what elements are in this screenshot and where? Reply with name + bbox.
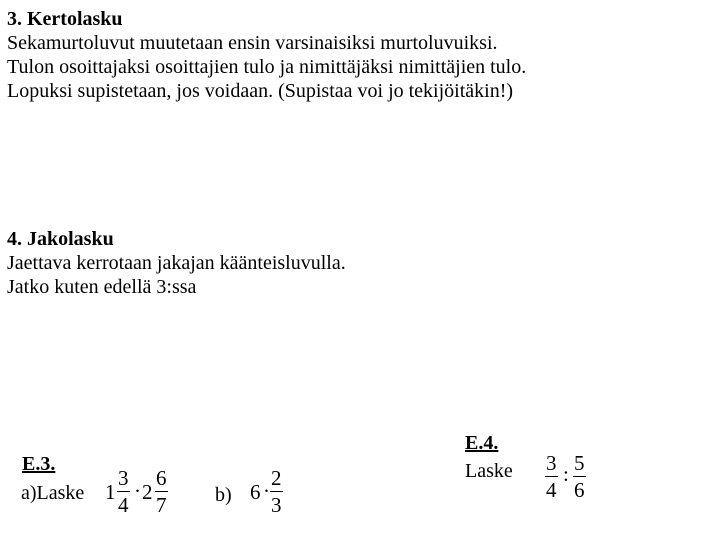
multiply-operator: · (134, 479, 141, 503)
numerator: 6 (156, 466, 167, 490)
numerator: 3 (118, 466, 129, 490)
section-line: Jatko kuten edellä 3:ssa (7, 276, 197, 298)
section-line: Sekamurtoluvut muutetaan ensin varsinaisiksi murtoluvuiksi. (7, 32, 498, 54)
whole-number: 6 (250, 480, 261, 504)
section-line: Tulon osoittajaksi osoittajien tulo ja nimittäjäksi nimittäjien tulo. (7, 56, 527, 78)
exercise-3-heading: E.3. (22, 453, 56, 475)
mixed-whole-number: 2 (142, 480, 153, 504)
denominator: 6 (574, 478, 585, 502)
exercise-3b-label: b) (215, 484, 232, 506)
section-title: 3. Kertolasku (7, 8, 123, 30)
denominator: 3 (271, 493, 282, 517)
denominator: 7 (156, 493, 167, 517)
section-line: Lopuksi supistetaan, jos voidaan. (Supistaa voi jo tekijöitäkin!) (7, 80, 514, 102)
mixed-whole-number: 1 (105, 480, 116, 504)
section-title: 4. Jakolasku (7, 228, 114, 250)
exercise-4-label: Laske (465, 460, 513, 482)
denominator: 4 (546, 478, 557, 502)
numerator: 3 (546, 451, 557, 475)
exercise-4-heading: E.4. (465, 432, 499, 454)
denominator: 4 (118, 493, 129, 517)
fraction (270, 466, 283, 517)
exercise-3a-label: a)Laske (21, 482, 85, 504)
section-division (7, 227, 346, 299)
fraction (155, 466, 168, 517)
numerator: 5 (574, 451, 585, 475)
fraction (573, 451, 586, 502)
fraction (545, 451, 558, 502)
section-multiplication (7, 7, 526, 103)
numerator: 2 (271, 466, 282, 490)
multiply-operator: · (263, 479, 270, 503)
section-line: Jaettava kerrotaan jakajan käänteisluvulla. (7, 252, 346, 274)
fraction (117, 466, 130, 517)
divide-operator: : (563, 462, 569, 486)
